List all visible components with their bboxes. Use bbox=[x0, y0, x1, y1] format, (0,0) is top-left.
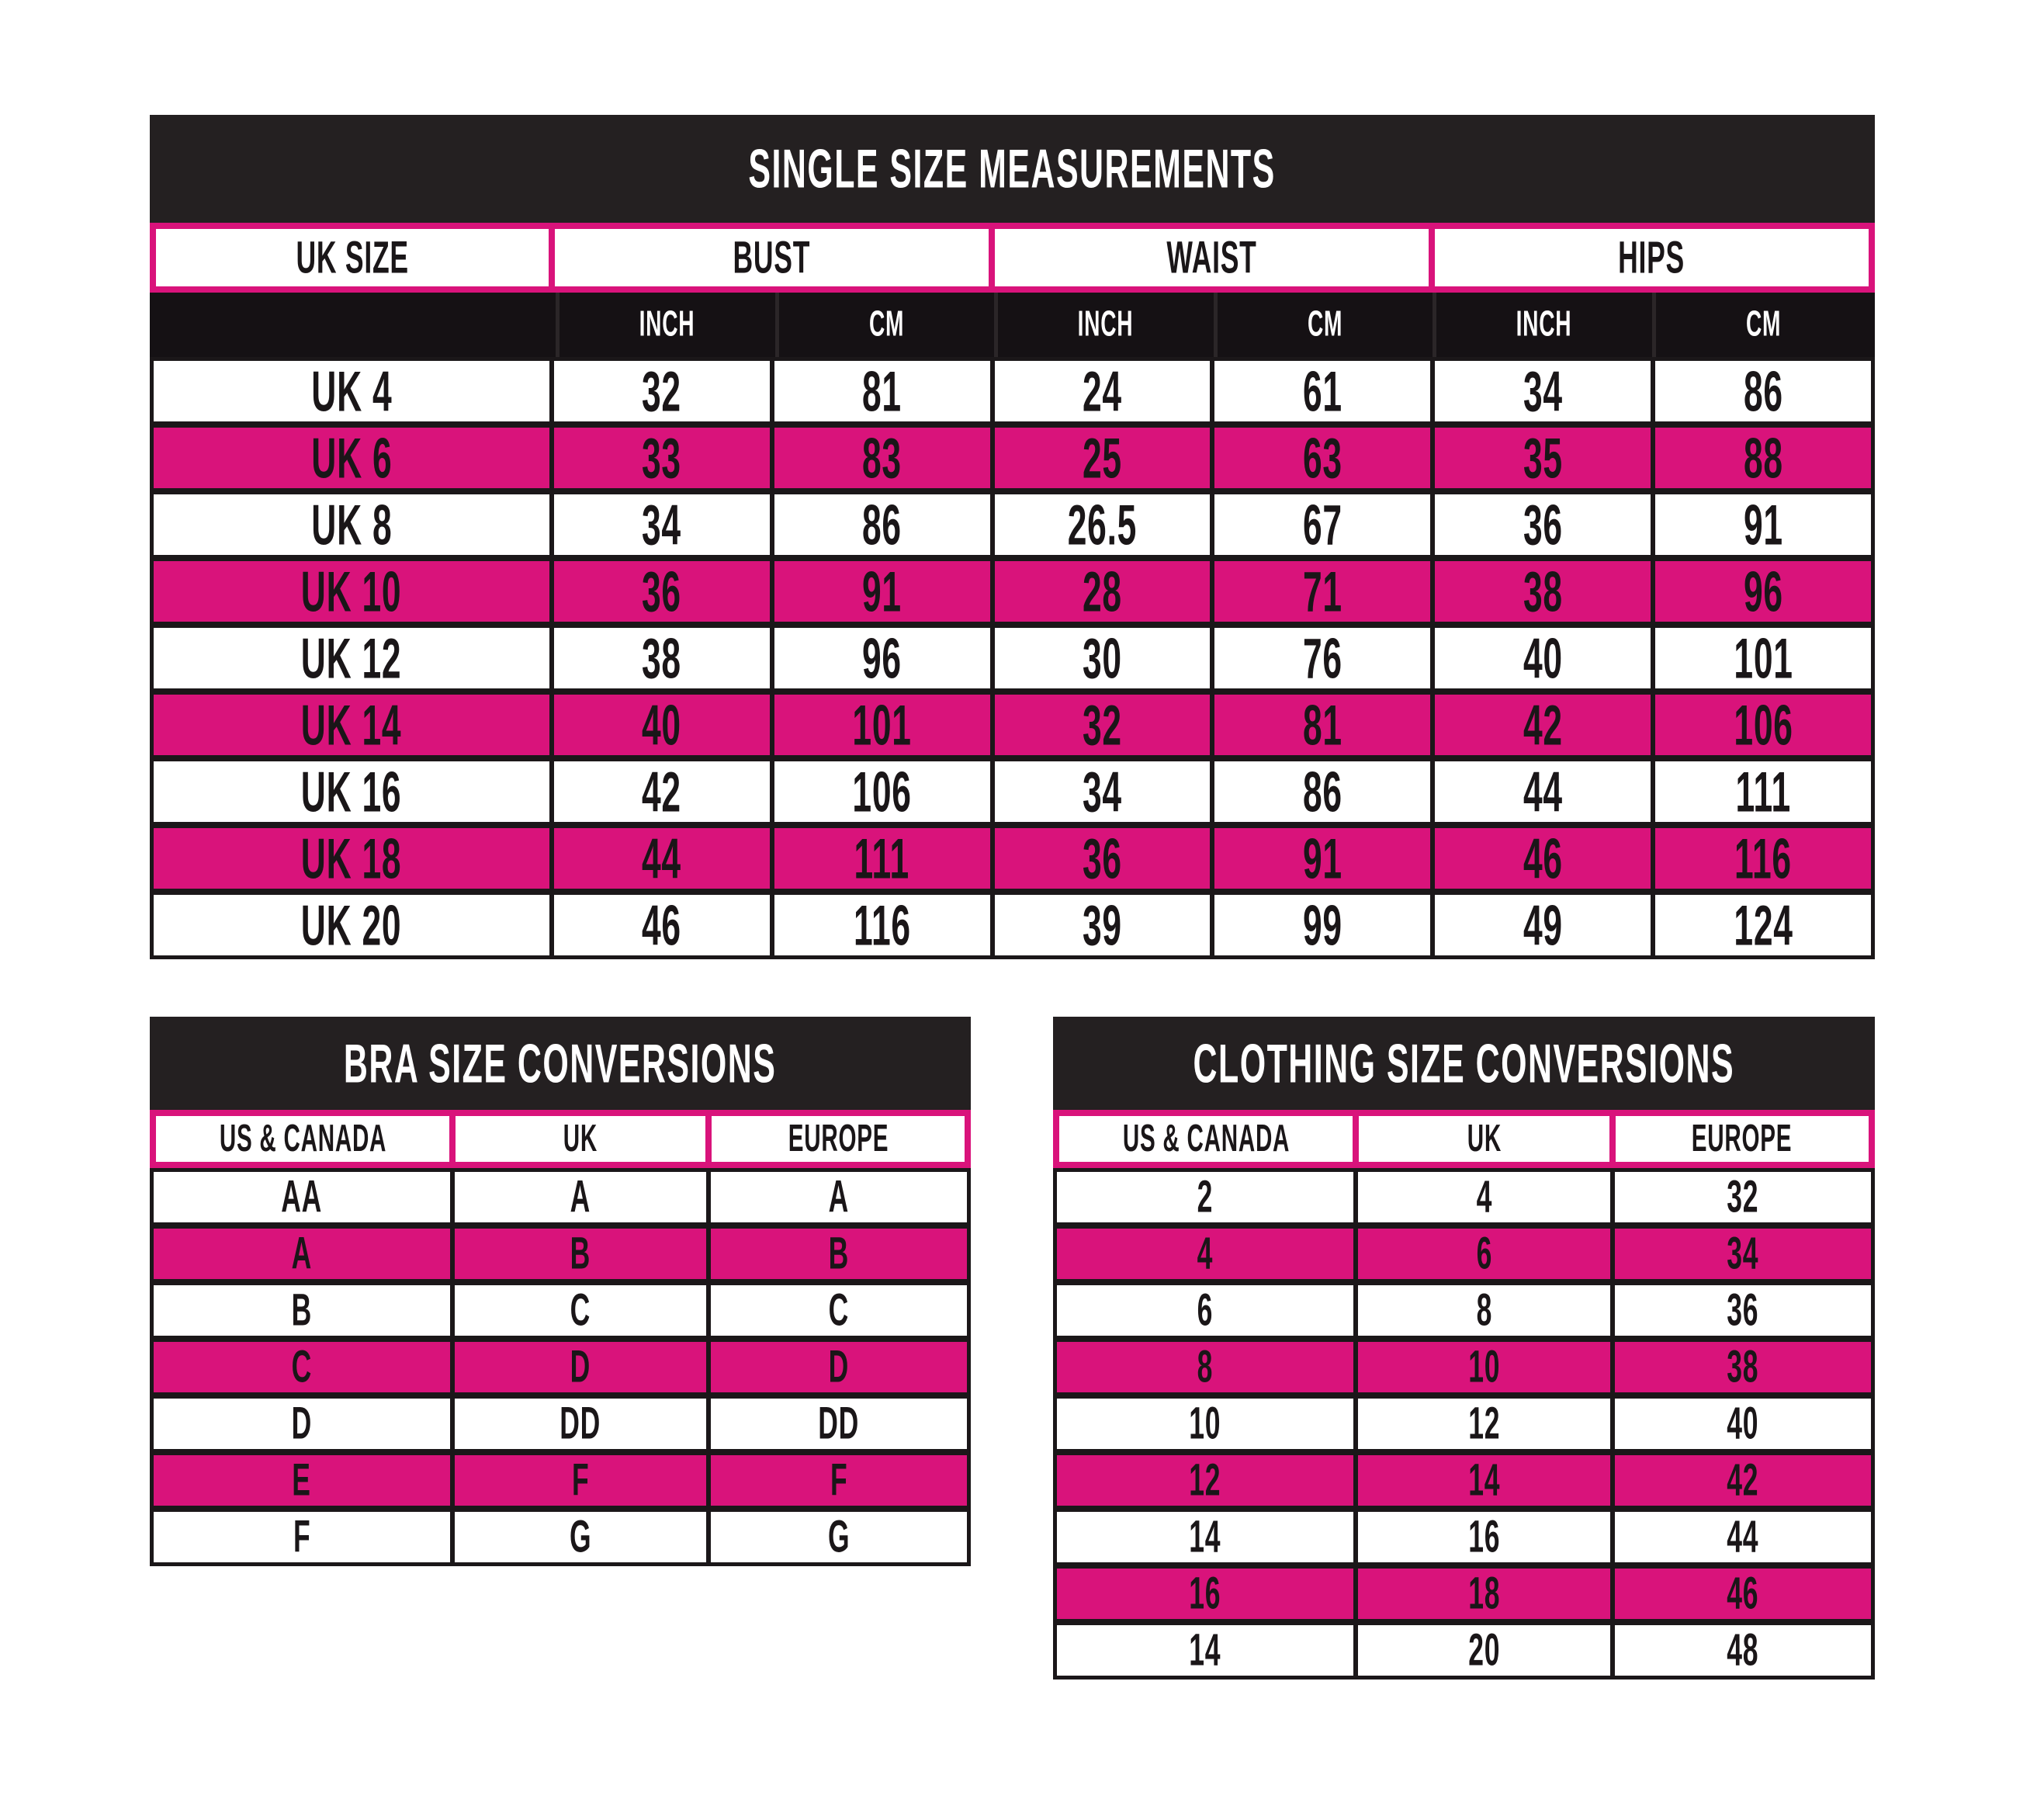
value-cell: F bbox=[455, 1455, 706, 1506]
bra-size-conversions-table bbox=[150, 1017, 971, 1566]
value-cell: 91 bbox=[774, 561, 990, 622]
value-cell: 16 bbox=[1358, 1512, 1609, 1562]
value-cell: 46 bbox=[1435, 828, 1651, 889]
value-cell: 106 bbox=[774, 761, 990, 822]
value-cell: C bbox=[455, 1285, 706, 1336]
value-cell: B bbox=[154, 1285, 450, 1336]
value-cell: C bbox=[711, 1285, 967, 1336]
size-cell: UK 6 bbox=[154, 428, 549, 488]
value-cell: 32 bbox=[554, 361, 770, 421]
value-cell: 124 bbox=[1655, 895, 1871, 955]
value-cell: DD bbox=[455, 1399, 706, 1449]
value-cell: 99 bbox=[1214, 895, 1430, 955]
value-cell: 38 bbox=[554, 628, 770, 688]
table-row bbox=[154, 1455, 967, 1506]
value-cell: 26.5 bbox=[995, 494, 1211, 555]
value-cell: 10 bbox=[1358, 1342, 1609, 1392]
table-row bbox=[154, 561, 1871, 622]
value-cell: F bbox=[154, 1512, 450, 1562]
value-cell: 101 bbox=[774, 695, 990, 755]
value-cell: D bbox=[154, 1399, 450, 1449]
table-row bbox=[154, 1342, 967, 1392]
value-cell: 86 bbox=[774, 494, 990, 555]
value-cell: G bbox=[711, 1512, 967, 1562]
value-cell: 30 bbox=[995, 628, 1211, 688]
value-cell: 42 bbox=[1435, 695, 1651, 755]
table-row bbox=[154, 828, 1871, 889]
value-cell: 24 bbox=[995, 361, 1211, 421]
column-header-cell: BUST bbox=[555, 229, 989, 286]
value-cell: 44 bbox=[1615, 1512, 1871, 1562]
table-row bbox=[154, 1512, 967, 1562]
value-cell: 61 bbox=[1214, 361, 1430, 421]
value-cell: 96 bbox=[774, 628, 990, 688]
column-header-cell: UK bbox=[456, 1116, 705, 1162]
table-row bbox=[154, 494, 1871, 555]
value-cell: C bbox=[154, 1342, 450, 1392]
value-cell: 111 bbox=[1655, 761, 1871, 822]
value-cell: 14 bbox=[1057, 1625, 1353, 1676]
value-cell: 76 bbox=[1214, 628, 1430, 688]
table-title: SINGLE SIZE MEASUREMENTS bbox=[748, 137, 1277, 200]
value-cell: D bbox=[711, 1342, 967, 1392]
column-header-row bbox=[150, 1110, 971, 1168]
value-cell: D bbox=[455, 1342, 706, 1392]
value-cell: 14 bbox=[1057, 1512, 1353, 1562]
value-cell: 86 bbox=[1214, 761, 1430, 822]
value-cell: 40 bbox=[1435, 628, 1651, 688]
value-cell: 101 bbox=[1655, 628, 1871, 688]
value-cell: 44 bbox=[1435, 761, 1651, 822]
table-title-bar bbox=[150, 115, 1875, 223]
value-cell: 6 bbox=[1358, 1229, 1609, 1279]
value-cell: AA bbox=[154, 1172, 450, 1222]
table-row bbox=[1057, 1569, 1871, 1619]
value-cell: 2 bbox=[1057, 1172, 1353, 1222]
value-cell: 36 bbox=[554, 561, 770, 622]
table-row bbox=[154, 1399, 967, 1449]
value-cell: 18 bbox=[1358, 1569, 1609, 1619]
table-row bbox=[1057, 1512, 1871, 1562]
value-cell: 83 bbox=[774, 428, 990, 488]
value-cell: 116 bbox=[774, 895, 990, 955]
value-cell: 4 bbox=[1057, 1229, 1353, 1279]
value-cell: 35 bbox=[1435, 428, 1651, 488]
unit-header-cell: INCH bbox=[556, 293, 774, 357]
value-cell: A bbox=[154, 1229, 450, 1279]
table-body bbox=[1053, 1168, 1875, 1680]
table-row bbox=[1057, 1625, 1871, 1676]
value-cell: 48 bbox=[1615, 1625, 1871, 1676]
value-cell: 88 bbox=[1655, 428, 1871, 488]
value-cell: 116 bbox=[1655, 828, 1871, 889]
table-body bbox=[150, 1168, 971, 1566]
table-title: CLOTHING SIZE CONVERSIONS bbox=[1193, 1032, 1735, 1094]
value-cell: 33 bbox=[554, 428, 770, 488]
size-cell: UK 20 bbox=[154, 895, 549, 955]
value-cell: 32 bbox=[995, 695, 1211, 755]
value-cell: 40 bbox=[554, 695, 770, 755]
value-cell: 86 bbox=[1655, 361, 1871, 421]
unit-header-cell: INCH bbox=[994, 293, 1213, 357]
value-cell: B bbox=[711, 1229, 967, 1279]
single-size-measurements-table bbox=[150, 115, 1875, 959]
value-cell: 44 bbox=[554, 828, 770, 889]
value-cell: 25 bbox=[995, 428, 1211, 488]
value-cell: 81 bbox=[774, 361, 990, 421]
value-cell: 16 bbox=[1057, 1569, 1353, 1619]
size-cell: UK 12 bbox=[154, 628, 549, 688]
size-cell: UK 16 bbox=[154, 761, 549, 822]
unit-header-row bbox=[150, 293, 1875, 357]
value-cell: A bbox=[711, 1172, 967, 1222]
value-cell: 42 bbox=[554, 761, 770, 822]
value-cell: 34 bbox=[554, 494, 770, 555]
column-header-cell: HIPS bbox=[1435, 229, 1869, 286]
value-cell: 14 bbox=[1358, 1455, 1609, 1506]
table-title-bar bbox=[150, 1017, 971, 1110]
value-cell: E bbox=[154, 1455, 450, 1506]
value-cell: 49 bbox=[1435, 895, 1651, 955]
table-row bbox=[1057, 1229, 1871, 1279]
table-row bbox=[154, 1172, 967, 1222]
value-cell: 36 bbox=[995, 828, 1211, 889]
value-cell: 12 bbox=[1358, 1399, 1609, 1449]
value-cell: 32 bbox=[1615, 1172, 1871, 1222]
size-cell: UK 8 bbox=[154, 494, 549, 555]
size-cell: UK 10 bbox=[154, 561, 549, 622]
value-cell: 36 bbox=[1615, 1285, 1871, 1336]
value-cell: 106 bbox=[1655, 695, 1871, 755]
value-cell: 81 bbox=[1214, 695, 1430, 755]
value-cell: 34 bbox=[995, 761, 1211, 822]
table-row bbox=[154, 761, 1871, 822]
value-cell: 67 bbox=[1214, 494, 1430, 555]
size-cell: UK 4 bbox=[154, 361, 549, 421]
column-header-cell: EUROPE bbox=[712, 1116, 965, 1162]
value-cell: 38 bbox=[1435, 561, 1651, 622]
column-header-cell: WAIST bbox=[995, 229, 1429, 286]
table-row bbox=[154, 1285, 967, 1336]
value-cell: 12 bbox=[1057, 1455, 1353, 1506]
value-cell: 8 bbox=[1057, 1342, 1353, 1392]
value-cell: 46 bbox=[554, 895, 770, 955]
value-cell: 20 bbox=[1358, 1625, 1609, 1676]
table-row bbox=[154, 895, 1871, 955]
table-row bbox=[1057, 1342, 1871, 1392]
value-cell: 42 bbox=[1615, 1455, 1871, 1506]
value-cell: 4 bbox=[1358, 1172, 1609, 1222]
table-row bbox=[1057, 1172, 1871, 1222]
table-row bbox=[154, 695, 1871, 755]
value-cell: B bbox=[455, 1229, 706, 1279]
value-cell: DD bbox=[711, 1399, 967, 1449]
table-body bbox=[150, 357, 1875, 959]
table-row bbox=[154, 1229, 967, 1279]
value-cell: 38 bbox=[1615, 1342, 1871, 1392]
value-cell: 111 bbox=[774, 828, 990, 889]
table-row bbox=[1057, 1285, 1871, 1336]
clothing-size-conversions-table bbox=[1053, 1017, 1875, 1680]
value-cell: 91 bbox=[1214, 828, 1430, 889]
unit-header-cell: INCH bbox=[1433, 293, 1651, 357]
value-cell: 10 bbox=[1057, 1399, 1353, 1449]
value-cell: 8 bbox=[1358, 1285, 1609, 1336]
table-row bbox=[1057, 1399, 1871, 1449]
table-row bbox=[154, 428, 1871, 488]
value-cell: 34 bbox=[1615, 1229, 1871, 1279]
value-cell: 40 bbox=[1615, 1399, 1871, 1449]
table-row bbox=[154, 628, 1871, 688]
column-header-cell: UK bbox=[1359, 1116, 1609, 1162]
column-header-cell: UK SIZE bbox=[156, 229, 549, 286]
column-header-cell: US & CANADA bbox=[1059, 1116, 1353, 1162]
value-cell: 71 bbox=[1214, 561, 1430, 622]
column-header-row bbox=[1053, 1110, 1875, 1168]
column-header-cell: US & CANADA bbox=[156, 1116, 449, 1162]
value-cell: 36 bbox=[1435, 494, 1651, 555]
size-cell: UK 18 bbox=[154, 828, 549, 889]
value-cell: G bbox=[455, 1512, 706, 1562]
size-cell: UK 14 bbox=[154, 695, 549, 755]
value-cell: 46 bbox=[1615, 1569, 1871, 1619]
unit-header-cell: CM bbox=[775, 293, 994, 357]
value-cell: 39 bbox=[995, 895, 1211, 955]
value-cell: 91 bbox=[1655, 494, 1871, 555]
column-header-row bbox=[150, 223, 1875, 293]
unit-header-cell: CM bbox=[1214, 293, 1433, 357]
column-header-cell: EUROPE bbox=[1616, 1116, 1869, 1162]
value-cell: 63 bbox=[1214, 428, 1430, 488]
value-cell: F bbox=[711, 1455, 967, 1506]
table-title-bar bbox=[1053, 1017, 1875, 1110]
value-cell: 28 bbox=[995, 561, 1211, 622]
table-title: BRA SIZE CONVERSIONS bbox=[344, 1032, 777, 1094]
value-cell: 34 bbox=[1435, 361, 1651, 421]
table-row bbox=[154, 361, 1871, 421]
value-cell: 96 bbox=[1655, 561, 1871, 622]
unit-header-cell: CM bbox=[1652, 293, 1871, 357]
table-row bbox=[1057, 1455, 1871, 1506]
value-cell: A bbox=[455, 1172, 706, 1222]
value-cell: 6 bbox=[1057, 1285, 1353, 1336]
unit-header-cell-empty bbox=[154, 293, 556, 357]
